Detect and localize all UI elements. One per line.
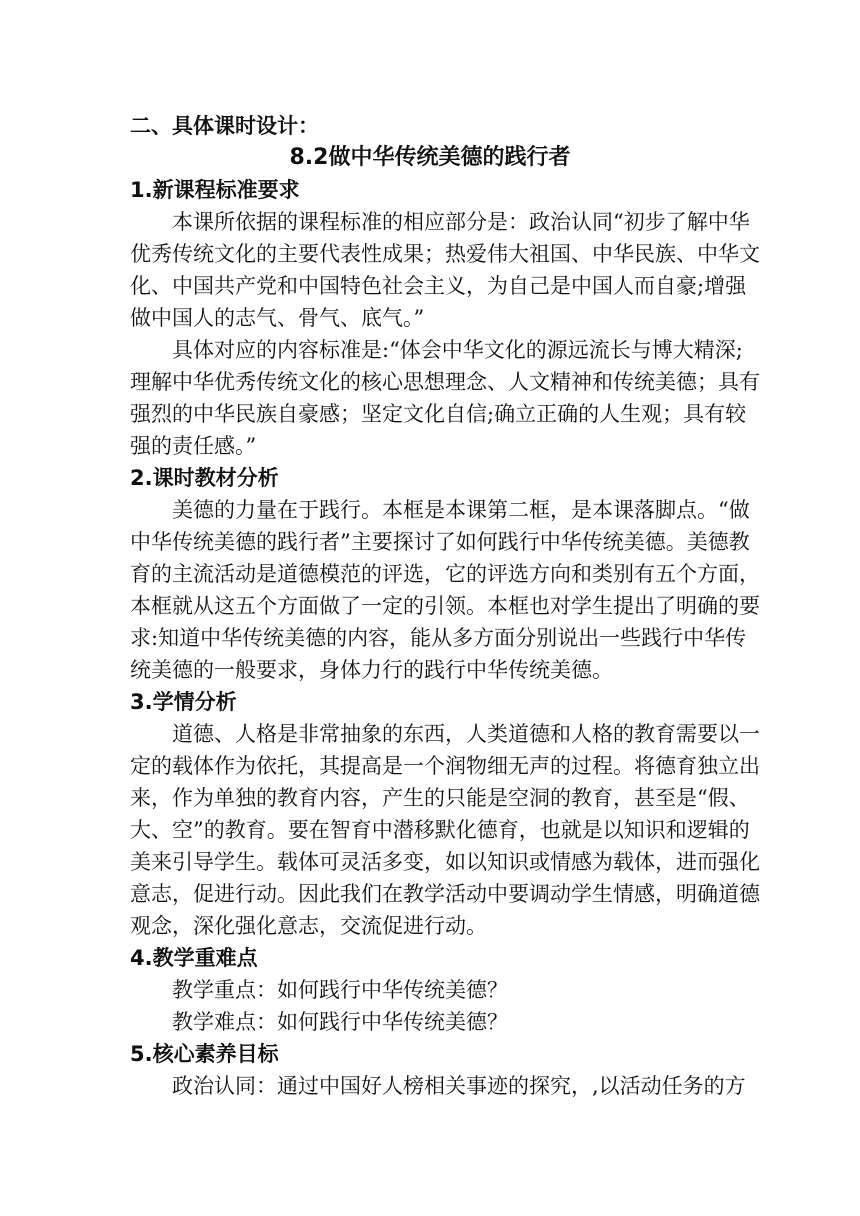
text-line: 定的载体作为依托，其提高是一个润物细无声的过程。将德育独立出 — [130, 754, 760, 778]
text-line: 观念，深化强化意志，交流促进行动。 — [130, 914, 487, 938]
text-line: 教学难点：如何践行中华传统美德？ — [172, 1010, 508, 1034]
text-line: 美来引导学生。载体可灵活多变，如以知识或情感为载体，进而强化 — [130, 850, 760, 874]
text-line: 强烈的中华民族自豪感；坚定文化自信;确立正确的人生观；具有较 — [130, 402, 747, 426]
section-heading: 二、具体课时设计： — [130, 114, 319, 138]
text-line: 道德、人格是非常抽象的东西，人类道德和人格的教育需要以一 — [172, 722, 760, 746]
heading-core-literacy-goals: 5.核心素养目标 — [130, 1042, 279, 1066]
text-line: 美德的力量在于践行。本框是本课第二框，是本课落脚点。“做 — [172, 498, 750, 522]
text-line: 做中国人的志气、骨气、底气。” — [130, 306, 425, 330]
text-line: 优秀传统文化的主要代表性成果；热爱伟大祖国、中华民族、中华文 — [130, 242, 760, 266]
text-line: 意志，促进行动。因此我们在教学活动中要调动学生情感，明确道德 — [130, 882, 760, 906]
text-line: 来，作为单独的教育内容，产生的只能是空洞的教育，甚至是“假、 — [130, 786, 750, 810]
heading-textbook-analysis: 2.课时教材分析 — [130, 466, 279, 490]
heading-learner-analysis: 3.学情分析 — [130, 690, 237, 714]
text-line: 求:知道中华传统美德的内容，能从多方面分别说出一些践行中华传 — [130, 626, 747, 650]
text-line: 本框就从这五个方面做了一定的引领。本框也对学生提出了明确的要 — [130, 594, 760, 618]
text-line: 强的责任感。” — [130, 434, 257, 458]
text-line: 中华传统美德的践行者”主要探讨了如何践行中华传统美德。美德教 — [130, 530, 750, 554]
text-line: 本课所依据的课程标准的相应部分是：政治认同“初步了解中华 — [172, 210, 750, 234]
heading-standards: 1.新课程标准要求 — [130, 178, 300, 202]
text-line: 政治认同：通过中国好人榜相关事迹的探究，,以活动任务的方 — [172, 1074, 746, 1098]
text-line: 统美德的一般要求，身体力行的践行中华传统美德。 — [130, 658, 613, 682]
text-line: 具体对应的内容标准是:“体会中华文化的源远流长与博大精深; — [172, 338, 743, 362]
text-line: 大、空”的教育。要在智育中潜移默化德育，也就是以知识和逻辑的 — [130, 818, 750, 842]
text-line: 理解中华优秀传统文化的核心思想理念、人文精神和传统美德；具有 — [130, 370, 760, 394]
text-line: 育的主流活动是道德模范的评选，它的评选方向和类别有五个方面， — [130, 562, 760, 586]
text-line: 化、中国共产党和中国特色社会主义，为自己是中国人而自豪;增强 — [130, 274, 747, 298]
lesson-title: 8.2做中华传统美德的践行者 — [289, 145, 571, 170]
heading-key-difficult-points: 4.教学重难点 — [130, 946, 258, 970]
text-line: 教学重点：如何践行中华传统美德？ — [172, 978, 508, 1002]
